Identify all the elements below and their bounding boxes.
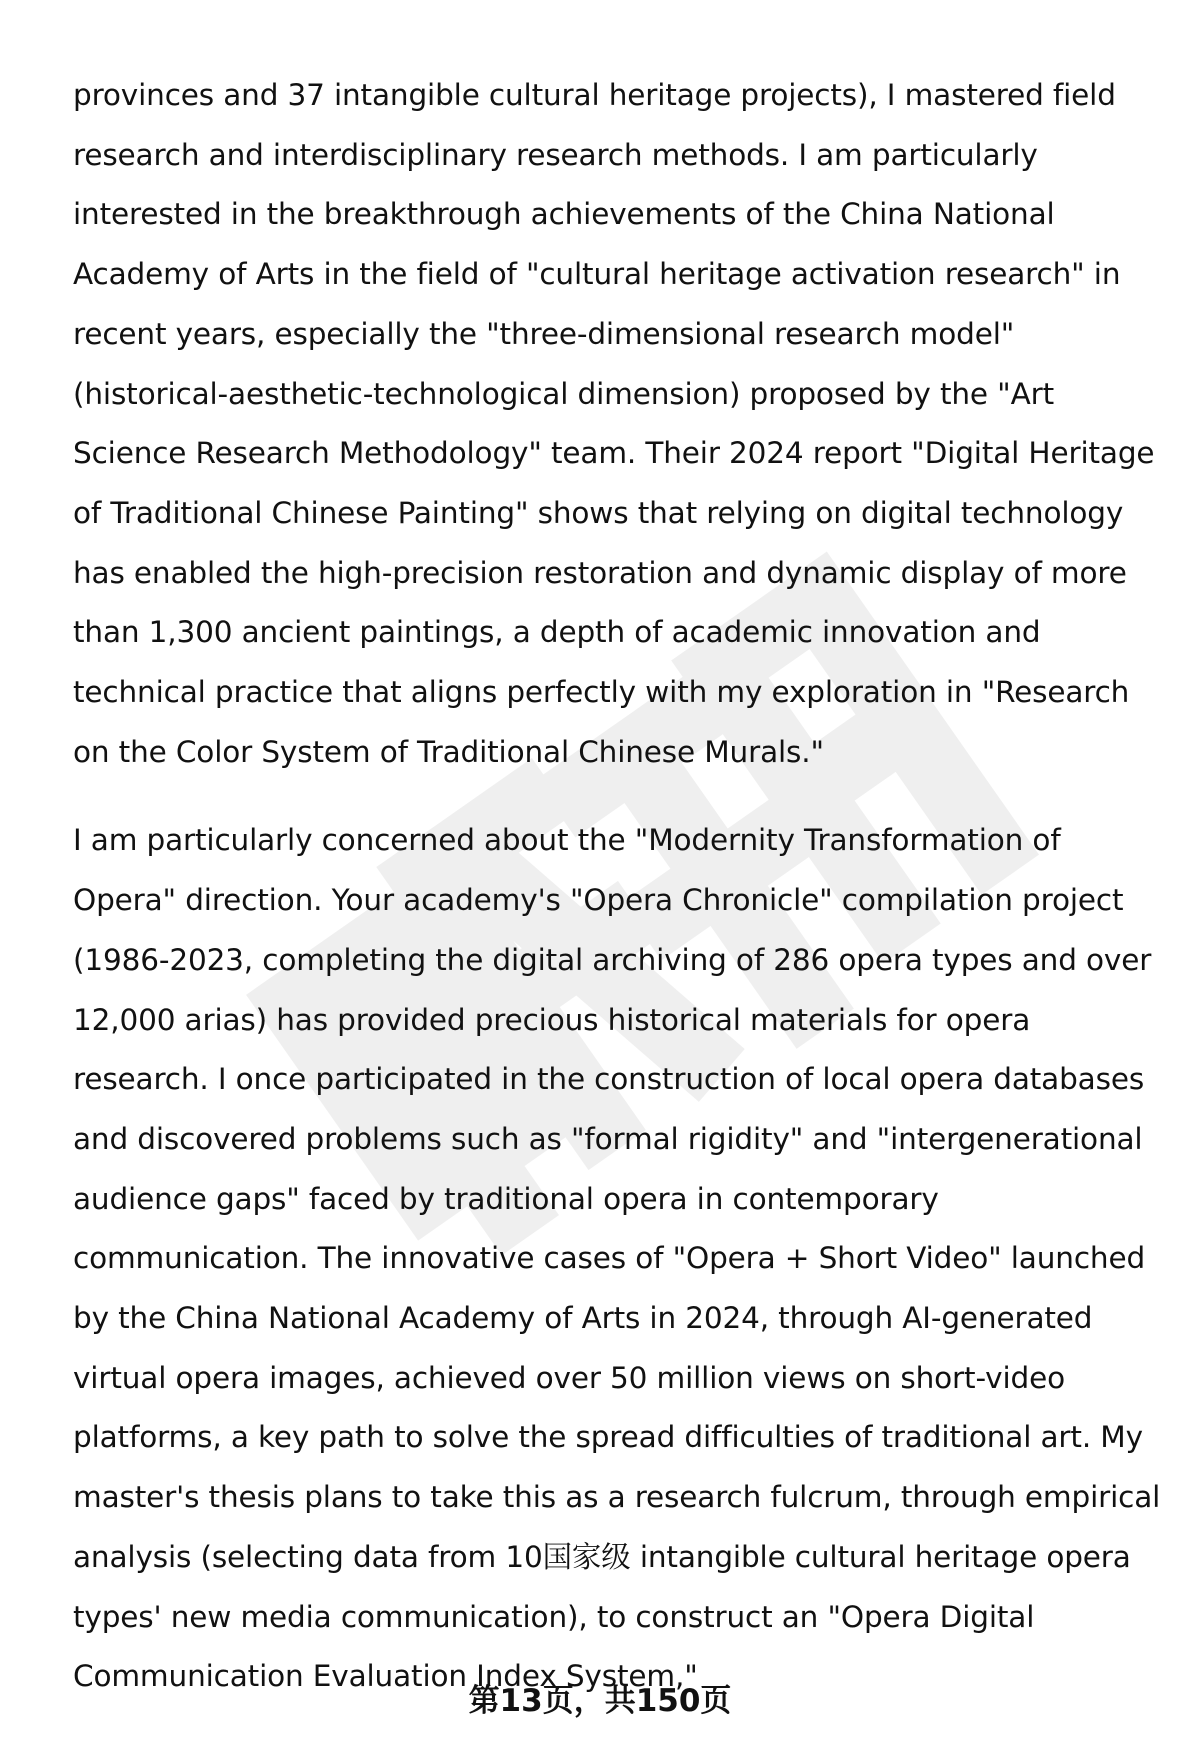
page-number-footer: 第13页，共150页 bbox=[468, 1683, 732, 1719]
paragraph-2: I am particularly concerned about the "Modernity Transformation of Opera" direction. Your academy's "Opera Chronicle" compilation project (1986-2023, completing the digital archiving of 286 opera types and over 12,000 arias) has provided precious historical materials for opera research. I once participated in the construction of local opera databases and discovered problems such as "formal rigidity" and "intergenerational audience gaps" faced by traditional opera in contemporary communication. The innovative cases of "Opera + Short Video" launched by the China National Academy of Arts in 2024, through AI-generated virtual opera images, achieved over 50 million views on short-video platforms, a key path to solve the spread difficulties of traditional art. My master's thesis plans to take this as a research fulcrum, through empirical analysis (selecting data from 10国家级 intangible cultural heritage opera types' new media communication), to construct an "Opera Digital Communication Evaluation Index System," bbox=[73, 823, 1161, 1694]
paragraph-1: provinces and 37 intangible cultural heritage projects), I mastered field research and interdisciplinary research methods. I am particularly interested in the breakthrough achievements of the China National Academy of Arts in the field of "cultural heritage activation research" in recent years, especially the "three-dimensional research model" (historical-aesthetic-technological dimension) proposed by the "Art Science Research Methodology" team. Their 2024 report "Digital Heritage of Traditional Chinese Painting" shows that relying on digital technology has enabled the high-precision restoration and dynamic display of more than 1,300 ancient paintings, a depth of academic innovation and technical practice that aligns perfectly with my exploration in "Research on the Color System of Traditional Chinese Murals." bbox=[73, 78, 1155, 769]
document-body bbox=[73, 66, 1161, 1707]
